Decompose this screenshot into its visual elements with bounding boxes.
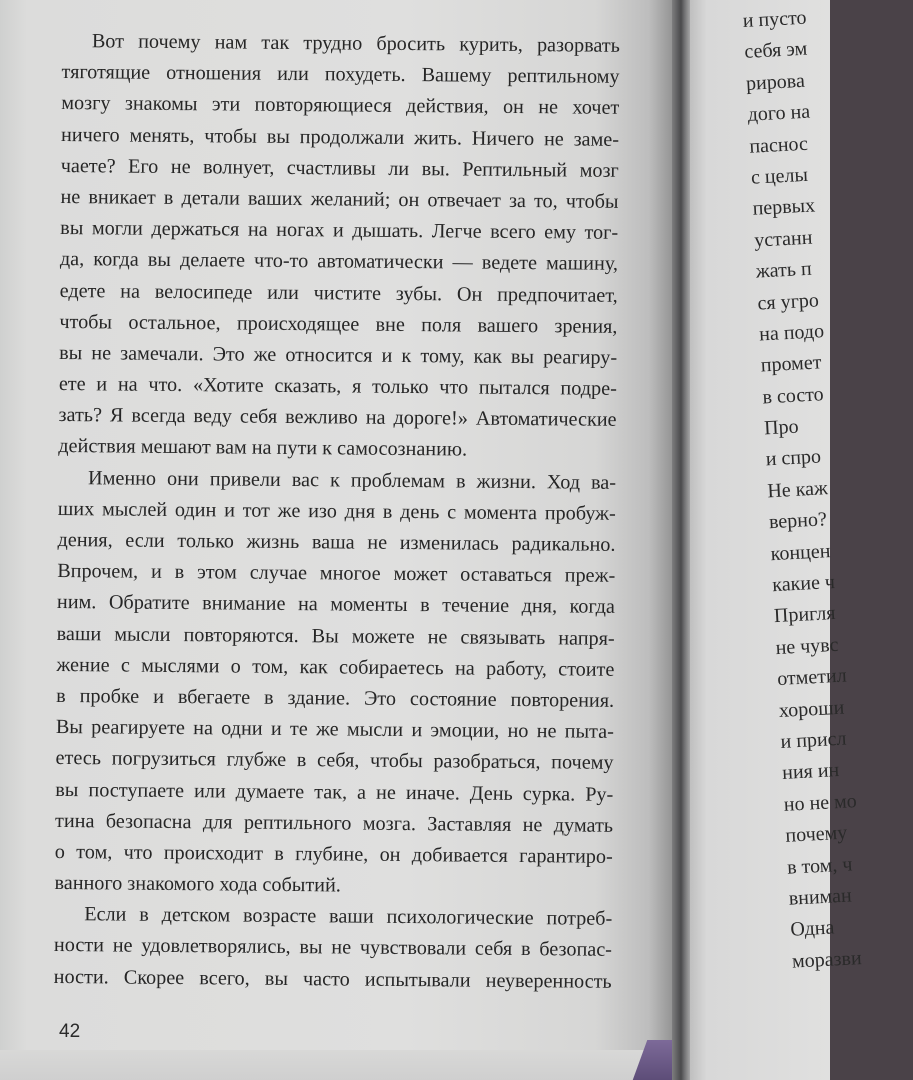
text-line: Именно они привели вас к проблемам в жизни. Ход ва- [87,466,617,494]
text-line: в состо [761,382,825,409]
text-line: Если в детском возрасте ваши психологические потреб- [84,903,613,931]
text-line: ним. Обратите внимание на моменты в течение дня, когда [56,591,616,619]
text-line: Вот почему нам так трудно бросить курить, разорвать [91,30,620,57]
text-line: едете на велосипеде или чистите зубы. Он предпочитает, [59,279,618,307]
text-line: верно? [768,508,828,534]
text-line: ших мыслей один и тот же изо дня в день с момента пробуж- [57,497,616,525]
text-line: Впрочем, и в этом случае многое может оставаться преж- [57,560,616,588]
text-line: концен [770,539,831,565]
text-line: с целы [750,163,809,189]
text-line: на подо [758,320,825,346]
text-line: етесь погрузиться глубже в себя, чтобы разобраться, почему [55,747,614,775]
text-line: Одна [789,916,835,942]
text-line: отметил [776,664,848,691]
text-line: вы поступаете или думаете так, а не иначе. День сурка. Ру- [55,778,614,806]
text-line: о том, что происходит в глубине, он добивается гарантиро- [54,840,613,868]
text-line: устанн [753,226,813,252]
text-line: ете и на что. «Хотите сказать, я только что пытался подре- [58,373,617,400]
text-line: вниман [788,884,853,910]
text-line: тина безопасна для рептильного мозга. Заставляя не думать [54,809,614,837]
text-line: в пробке и вбегаете в здание. Это состояние повторения. [56,684,615,712]
text-line: да, когда вы делаете что-то автоматически — ведете машину, [59,248,619,276]
text-line: дения, если только жизнь ваша не изменилась радикально. [57,528,616,556]
text-line: действия мешают вам на пути к самосознанию. [58,435,468,461]
text-line: хороши [778,696,845,722]
text-line: и пусто [742,6,808,32]
book-gutter [672,0,692,1080]
text-line: чтобы остальное, происходящее вне поля вашего зрения, [59,310,618,338]
text-line: Пригля [773,602,837,628]
text-line: тяготящие отношения или похудеть. Вашему рептильному [61,61,620,89]
text-line: Про [763,415,800,440]
text-line: чаете? Его не волнует, счастливы ли вы. Рептильный мозг [60,154,619,182]
text-line: в том, ч [786,852,853,879]
text-line: вы не замечали. Это же относится и к тому, как вы реагиру- [59,341,618,369]
text-line: Вы реагируете на одни и те же мысли и эмоции, но не пыта- [55,716,614,743]
text-line: жение с мыслями о том, как собираетесь на работу, стоите [56,653,615,681]
text-line: первых [752,194,816,221]
text-line: рирова [745,69,806,95]
text-line: ваши мысли повторяются. Вы можете не связывать напря- [56,622,615,650]
page-number: 42 [59,1021,81,1042]
page-bottom-edge [0,1050,690,1080]
text-line: вы могли держаться на ногах и дышать. Легче всего ему тог- [60,217,619,244]
text-line: ности. Скорее всего, вы часто испытывали неуверенность [53,965,612,993]
text-line: мозгу знакомы эти повторяющиеся действия, он не хочет [61,92,620,120]
text-line: ния ин [781,759,840,785]
left-page-text [54,26,620,998]
text-line: и спро [765,445,822,471]
text-line: себя эм [743,38,808,64]
text-line: моразви [791,946,863,973]
text-line: но не мо [783,789,858,816]
text-line: не вникает в детали ваших желаний; он отвечает за то, чтобы [60,185,619,213]
text-line: промет [760,351,822,377]
text-line: жать п [755,257,813,283]
text-line: Не каж [766,477,829,503]
text-line: ничего менять, чтобы вы продолжали жить. Ничего не заме- [60,123,620,151]
text-line: почему [784,821,848,848]
text-line: ности не удовлетворялись, вы не чувствовали себя в безопас- [53,934,613,962]
text-line: и присл [779,727,848,753]
text-line: ся угро [756,288,820,315]
text-line: дого на [747,100,811,127]
text-line: ванного знакомого хода событий. [54,872,341,897]
text-line: паснос [748,132,809,158]
text-line: зать? Я всегда веду себя вежливо на дороге!» Автоматические [58,404,617,432]
text-line: какие ч [771,570,836,597]
text-line: не чувс [775,633,839,659]
